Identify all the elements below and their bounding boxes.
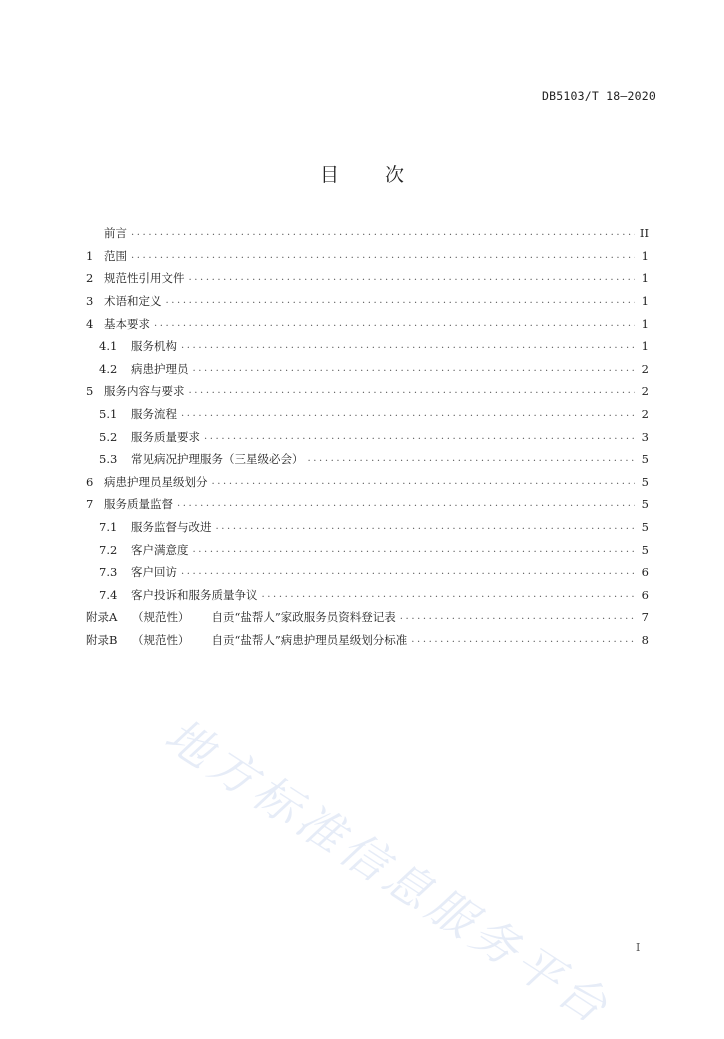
toc-entry-number: 2 xyxy=(86,271,94,286)
toc-entry[interactable] xyxy=(86,538,649,561)
toc-entry-number: 7.3 xyxy=(99,565,118,580)
toc-entry[interactable] xyxy=(86,267,649,290)
toc-entry-number: 4 xyxy=(86,316,94,331)
appendix-kind: （规范性） xyxy=(132,610,190,625)
toc-entry-page: 5 xyxy=(641,474,649,489)
leader-dots xyxy=(166,296,636,306)
leader-dots xyxy=(189,386,636,396)
toc-entry-page: 3 xyxy=(641,429,649,444)
toc-entry[interactable] xyxy=(86,335,649,358)
toc-entry-page: 2 xyxy=(641,361,649,376)
toc-entry-label: 服务质量要求 xyxy=(131,429,200,444)
toc-entry[interactable] xyxy=(86,471,649,494)
toc-entry-label: 术语和定义 xyxy=(104,294,162,309)
toc-entry-label: 范围 xyxy=(104,248,127,263)
toc-entry-number: 6 xyxy=(86,474,94,489)
toc-entry[interactable] xyxy=(86,358,649,381)
appendix-label: 自贡“盐帮人”病患护理员星级划分标准 xyxy=(211,632,408,647)
toc-title: 目 次 xyxy=(319,164,425,186)
toc-entry-label: 客户满意度 xyxy=(131,542,189,557)
leader-dots xyxy=(216,522,636,532)
toc-entry[interactable] xyxy=(86,312,649,335)
toc-entry[interactable] xyxy=(86,222,649,245)
toc-entry-label: 规范性引用文件 xyxy=(104,271,185,286)
toc-entry-label: 服务监督与改进 xyxy=(131,520,212,535)
toc-entry-page: 6 xyxy=(641,587,649,602)
appendix-page: 7 xyxy=(641,610,649,625)
leader-dots xyxy=(177,499,635,509)
toc-entry-page: II xyxy=(639,226,649,241)
leader-dots xyxy=(400,612,635,622)
leader-dots xyxy=(181,341,635,351)
toc-entry-number: 5.3 xyxy=(99,452,118,467)
toc-entry-label: 服务机构 xyxy=(131,339,177,354)
toc-entry[interactable] xyxy=(86,380,649,403)
toc-entry-label: 病患护理员 xyxy=(131,361,189,376)
toc-entry-number: 5.2 xyxy=(99,429,118,444)
toc-entry[interactable] xyxy=(86,245,649,268)
leader-dots xyxy=(212,477,636,487)
toc-entry-page: 6 xyxy=(641,565,649,580)
toc-entry-page: 5 xyxy=(641,520,649,535)
leader-dots xyxy=(181,567,635,577)
toc-entry[interactable] xyxy=(86,584,649,607)
toc-entry[interactable] xyxy=(86,290,649,313)
leader-dots xyxy=(308,454,636,464)
document-code: DB5103/T 18—2020 xyxy=(542,89,656,103)
leader-dots xyxy=(262,590,636,600)
table-of-contents xyxy=(86,222,649,651)
toc-entry-label: 前言 xyxy=(104,226,127,241)
toc-entry-page: 1 xyxy=(641,248,649,263)
toc-entry-label: 服务质量监督 xyxy=(104,497,173,512)
toc-entry-page: 1 xyxy=(641,339,649,354)
leader-dots xyxy=(181,409,635,419)
toc-entry[interactable] xyxy=(86,493,649,516)
watermark: 地方标准信息服务平台 xyxy=(155,707,622,1037)
toc-entry-number: 4.1 xyxy=(99,339,118,354)
appendix-number: 附录A xyxy=(86,610,118,625)
toc-entry-label: 服务内容与要求 xyxy=(104,384,185,399)
toc-entry-label: 客户投诉和服务质量争议 xyxy=(131,587,258,602)
leader-dots xyxy=(131,251,635,261)
toc-entry-label: 常见病况护理服务（三星级必会） xyxy=(131,452,304,467)
appendix-label: 自贡“盐帮人”家政服务员资料登记表 xyxy=(211,610,396,625)
toc-entry-number: 1 xyxy=(86,248,94,263)
leader-dots xyxy=(131,228,635,238)
toc-appendix-entry[interactable] xyxy=(86,629,649,652)
toc-entry-number: 3 xyxy=(86,294,94,309)
appendix-number: 附录B xyxy=(86,632,118,647)
toc-entry-page: 5 xyxy=(641,542,649,557)
leader-dots xyxy=(154,319,635,329)
toc-entry-page: 5 xyxy=(641,452,649,467)
leader-dots xyxy=(193,364,636,374)
toc-entry[interactable] xyxy=(86,516,649,539)
toc-entry-page: 2 xyxy=(641,384,649,399)
leader-dots xyxy=(411,635,635,645)
toc-entry-number: 7.1 xyxy=(99,520,118,535)
toc-entry-page: 1 xyxy=(641,271,649,286)
toc-entry-number: 5 xyxy=(86,384,94,399)
appendix-page: 8 xyxy=(641,632,649,647)
toc-entry[interactable] xyxy=(86,448,649,471)
toc-entry[interactable] xyxy=(86,403,649,426)
toc-appendix-entry[interactable] xyxy=(86,606,649,629)
toc-entry-page: 1 xyxy=(641,316,649,331)
leader-dots xyxy=(189,273,636,283)
toc-entry-label: 客户回访 xyxy=(131,565,177,580)
toc-entry-page: 1 xyxy=(641,294,649,309)
toc-entry[interactable] xyxy=(86,425,649,448)
page-number: I xyxy=(636,941,641,954)
toc-entry-label: 服务流程 xyxy=(131,407,177,422)
leader-dots xyxy=(193,545,636,555)
toc-entry-label: 基本要求 xyxy=(104,316,150,331)
toc-entry[interactable] xyxy=(86,561,649,584)
toc-entry-number: 7.2 xyxy=(99,542,118,557)
leader-dots xyxy=(204,432,635,442)
toc-entry-page: 5 xyxy=(641,497,649,512)
toc-entry-number: 7 xyxy=(86,497,94,512)
toc-entry-number: 4.2 xyxy=(99,361,118,376)
appendix-kind: （规范性） xyxy=(132,632,190,647)
toc-entry-number: 5.1 xyxy=(99,407,118,422)
toc-entry-label: 病患护理员星级划分 xyxy=(104,474,208,489)
toc-entry-page: 2 xyxy=(641,407,649,422)
toc-entry-number: 7.4 xyxy=(99,587,118,602)
